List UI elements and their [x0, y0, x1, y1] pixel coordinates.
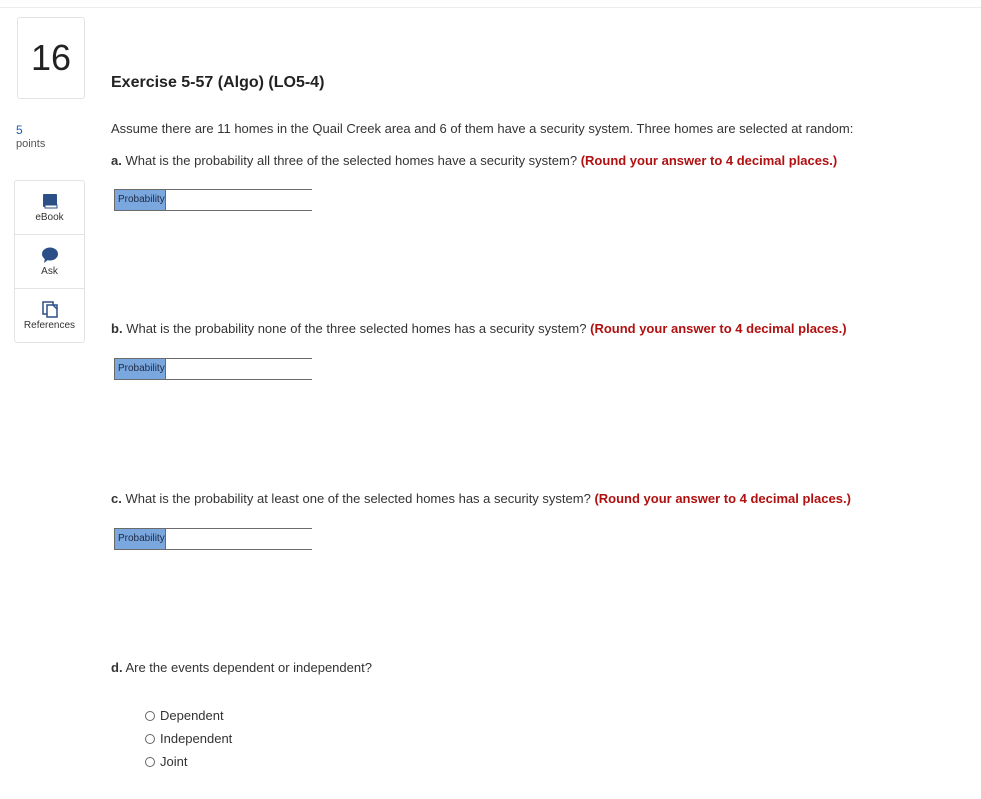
points-value: 5 [16, 123, 23, 137]
ebook-label: eBook [35, 212, 64, 223]
question-a-instruction: (Round your answer to 4 decimal places.) [580, 153, 838, 168]
answer-a-input[interactable] [166, 190, 329, 210]
ask-label: Ask [41, 266, 58, 277]
ebook-button[interactable] [15, 181, 84, 235]
question-number: 16 [17, 17, 85, 99]
option-dependent-label: Dependent [160, 708, 224, 723]
radio-circle[interactable] [145, 711, 155, 721]
option-independent[interactable] [145, 727, 232, 750]
radio-circle[interactable] [145, 734, 155, 744]
radio-circle[interactable] [145, 757, 155, 767]
dependence-options [145, 704, 232, 773]
references-button[interactable] [15, 289, 84, 342]
answer-c [114, 528, 312, 550]
option-dependent[interactable] [145, 704, 232, 727]
ask-button[interactable] [15, 235, 84, 289]
points-info [16, 124, 45, 150]
answer-b-label: Probability [115, 359, 166, 379]
top-divider [0, 7, 981, 8]
option-joint-label: Joint [160, 754, 188, 769]
exercise-title: Exercise 5-57 (Algo) (LO5-4) [111, 74, 325, 91]
question-c-letter: c. [111, 491, 122, 506]
question-d-text: Are the events dependent or independent? [125, 660, 372, 675]
tools-panel [14, 180, 85, 343]
answer-c-input[interactable] [166, 529, 329, 549]
speech-bubble-icon [41, 246, 59, 264]
answer-a [114, 189, 312, 211]
question-a [111, 153, 837, 168]
points-label: points [16, 137, 46, 150]
option-joint[interactable] [145, 750, 232, 773]
question-b-instruction: (Round your answer to 4 decimal places.) [590, 321, 847, 336]
question-a-text: What is the probability all three of the selected homes have a security system? [125, 153, 578, 168]
documents-icon [41, 300, 59, 318]
question-b [111, 321, 847, 336]
option-independent-label: Independent [160, 731, 233, 746]
question-d [111, 660, 372, 675]
question-c-text: What is the probability at least one of the selected homes has a security system? [125, 491, 591, 506]
answer-b-input[interactable] [166, 359, 329, 379]
question-a-letter: a. [111, 153, 122, 168]
answer-a-label: Probability [115, 190, 166, 210]
exercise-intro: Assume there are 11 homes in the Quail Creek area and 6 of them have a security system. Three homes are selected at random: [111, 121, 854, 136]
question-c-instruction: (Round your answer to 4 decimal places.) [594, 491, 851, 506]
references-label: References [23, 320, 76, 331]
question-b-letter: b. [111, 321, 123, 336]
question-b-text: What is the probability none of the three selected homes has a security system? [126, 321, 587, 336]
answer-b [114, 358, 312, 380]
book-icon [42, 192, 58, 210]
question-c [111, 491, 851, 506]
question-d-letter: d. [111, 660, 123, 675]
answer-c-label: Probability [115, 529, 166, 549]
